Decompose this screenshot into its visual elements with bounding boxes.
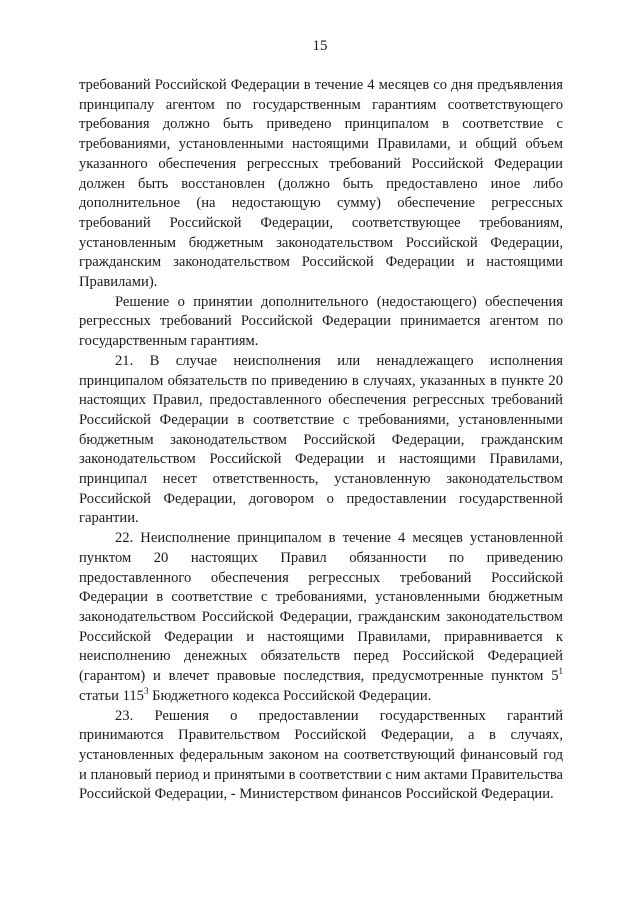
paragraph-clause-23: 23. Решения о предоставлении государственных гарантий принимаются Правительством Российской Федерации, а в случаях, установленных федеральным законом на соответствующий финансовый год и плановый период и принятыми в соответствии с ним актами Правительства Российской Федерации, - Министерством финансов Российской Федерации.: [79, 707, 563, 803]
clause-22-superscript-1: 1: [558, 666, 563, 677]
clause-22-text-before: 22. Неисполнение принципалом в течение 4 месяцев установленной пунктом 20 настоящих Правил обязанности по приведению предоставленного обеспечения регрессных требований Российской Федерации в соответствие с требованиями, установленными бюджетным законодательством Российской Федерации, гражданским законодательством Российской Федерации и настоящими Правилами, приравнивается к неисполнению денежных обязательств перед Российской Федерацией (гарантом) и влечет правовые последствия, предусмотренные пунктом 5: [79, 530, 563, 685]
paragraph-clause-22: [79, 529, 563, 706]
clause-22-text-after: Бюджетного кодекса Российской Федерации.: [148, 687, 432, 704]
page-number: 15: [312, 38, 328, 54]
document-body: [79, 76, 563, 805]
paragraph-decision: Решение о принятии дополнительного (недостающего) обеспечения регрессных требований Российской Федерации принимается агентом по государственным гарантиям.: [79, 293, 563, 350]
clause-22-superscript-2: 3: [143, 685, 149, 696]
paragraph-continuation: требований Российской Федерации в течение 4 месяцев со дня предъявления принципалу агентом по государственным гарантиям соответствующего требования должно быть приведено принципалом в соответствие с требованиями, установленными настоящими Правилами, и общий объем указанного обеспечения регрессных требований Российской Федерации должен быть восстановлен (должно быть предоставлено иное либо дополнительное (на недостающую сумму) обеспечение регрессных требований Российской Федерации, соответствующее требованиям, установленным бюджетным законодательством Российской Федерации, гражданским законодательством Российской Федерации и настоящими Правилами).: [79, 77, 563, 291]
paragraph-clause-21: 21. В случае неисполнения или ненадлежащего исполнения принципалом обязательств по приведению в случаях, указанных в пункте 20 настоящих Правил, предоставленного обеспечения регрессных требований Российской Федерации в соответствие с требованиями, установленными бюджетным законодательством Российской Федерации, гражданским законодательством Российской Федерации и настоящими Правилами, принципал несет ответственность, установленную законодательством Российской Федерации, договором о предоставлении государственной гарантии.: [79, 352, 563, 527]
clause-22-text-middle: статьи 115: [79, 687, 144, 704]
